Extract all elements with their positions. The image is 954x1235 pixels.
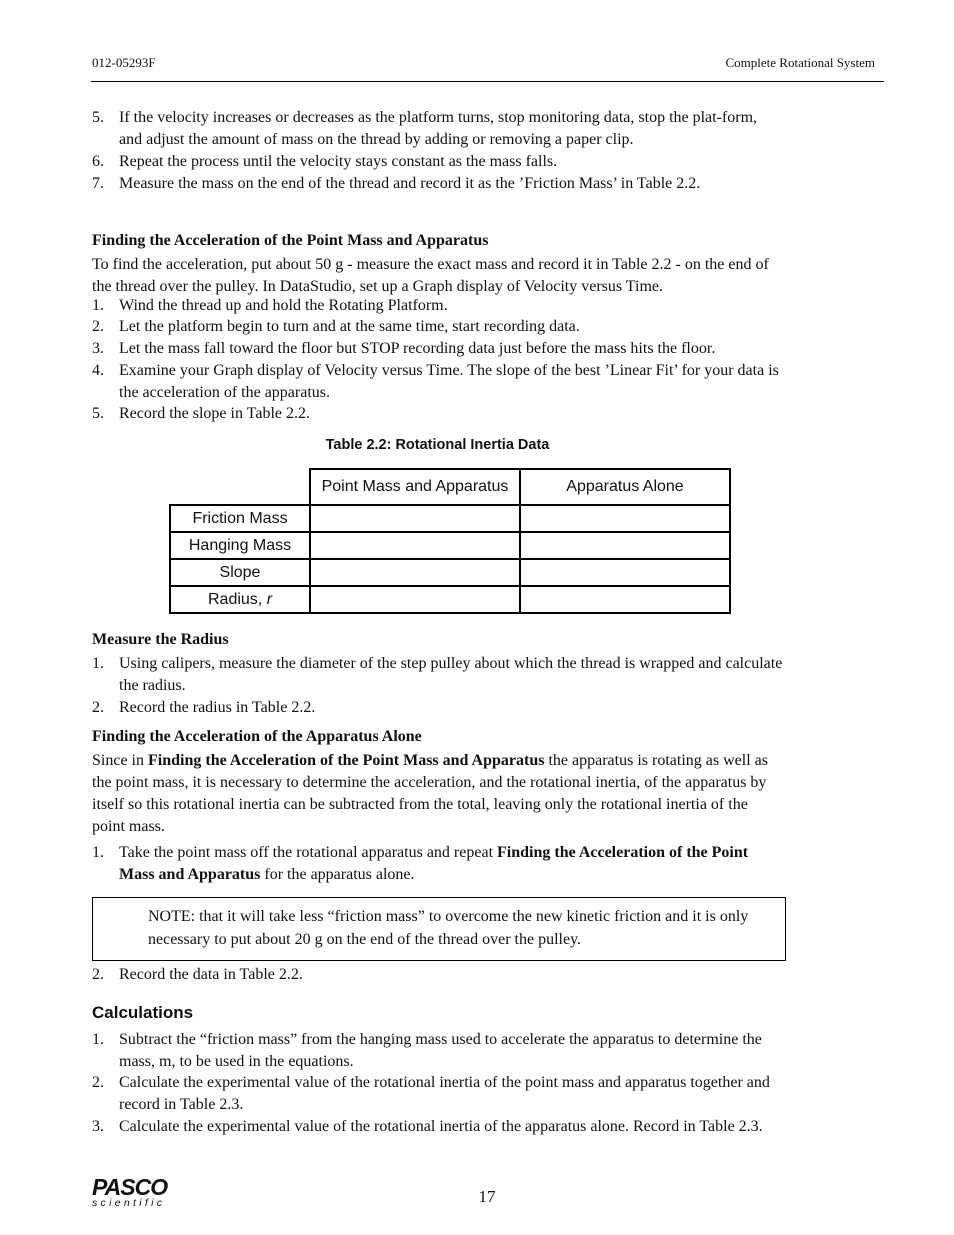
list-item: 4. Examine your Graph display of Velocity versus Time. The slope of the best ’Linear Fit’ for your data is the acceleration of the apparatus. bbox=[92, 362, 779, 401]
table-cell bbox=[310, 586, 520, 613]
table-cell bbox=[520, 505, 730, 532]
list-item: 1. Using calipers, measure the diameter of the step pulley about which the thread is wrapped and calculate the radius. bbox=[92, 655, 783, 694]
page-number: 17 bbox=[478, 1187, 496, 1206]
table-cell bbox=[520, 559, 730, 586]
list-item: 1. Subtract the “friction mass” from the hanging mass used to accelerate the apparatus to determine the mass, m, to be used in the equations. bbox=[92, 1031, 762, 1070]
list-item: 5. Record the slope in Table 2.2. bbox=[92, 405, 310, 422]
list-item: 3. Calculate the experimental value of the rotational inertia of the apparatus alone. Record in Table 2.3. bbox=[92, 1118, 763, 1135]
column-header: Apparatus Alone bbox=[520, 469, 730, 505]
table-cell bbox=[520, 532, 730, 559]
list-item: 1. Take the point mass off the rotational apparatus and repeat Finding the Acceleration of the Point Mass and Apparatus for the apparatus alone. bbox=[92, 844, 749, 883]
doc-number: 012-05293F bbox=[92, 55, 156, 70]
logo-subtitle: scientific bbox=[92, 1197, 166, 1209]
doc-title: Complete Rotational System bbox=[725, 55, 875, 70]
table-cell bbox=[310, 559, 520, 586]
list-item: 2. Record the data in Table 2.2. bbox=[92, 966, 303, 983]
row-label: Friction Mass bbox=[170, 505, 310, 532]
rotational-inertia-table bbox=[169, 468, 731, 614]
radius-symbol: r bbox=[266, 590, 273, 608]
row-label: Hanging Mass bbox=[170, 532, 310, 559]
logo-brand: PASCO bbox=[92, 1174, 168, 1200]
calculations-heading: Calculations bbox=[92, 1003, 194, 1022]
table-caption: Table 2.2: Rotational Inertia Data bbox=[325, 437, 550, 453]
section-heading: Finding the Acceleration of the Point Mass and Apparatus bbox=[92, 232, 489, 249]
table-row bbox=[170, 532, 730, 559]
section-heading: Measure the Radius bbox=[92, 631, 229, 648]
header-rule bbox=[91, 81, 884, 82]
row-label: Radius, r bbox=[170, 586, 310, 613]
table-corner-cell bbox=[170, 469, 310, 505]
note-text: NOTE: that it will take less “friction mass” to overcome the new kinetic friction and it is only necessary to put about 20 g on the end of the thread over the pulley. bbox=[148, 908, 749, 948]
table-cell bbox=[310, 532, 520, 559]
row-label: Slope bbox=[170, 559, 310, 586]
list-item: 2. Calculate the experimental value of the rotational inertia of the point mass and apparatus together and record in Table 2.3. bbox=[92, 1074, 770, 1113]
table-row bbox=[170, 586, 730, 613]
column-header: Point Mass and Apparatus bbox=[310, 469, 520, 505]
table-cell bbox=[520, 586, 730, 613]
list-item: 1. Wind the thread up and hold the Rotating Platform. bbox=[92, 297, 448, 314]
list-item: 5. If the velocity increases or decreases as the platform turns, stop monitoring data, stop the plat-form, and adjust the amount of mass on the thread by adding or removing a paper clip. bbox=[92, 109, 758, 148]
note-box bbox=[92, 897, 786, 961]
paragraph: Since in Finding the Acceleration of the Point Mass and Apparatus the apparatus is rotating as well as the point mass, it is necessary to determine the acceleration, and the rotational inertia, of the apparatus by itself so this rotational inertia can be subtracted from the total, leaving only the rotational inertia of the point mass. bbox=[92, 752, 768, 835]
list-item: 2. Record the radius in Table 2.2. bbox=[92, 699, 316, 716]
list-item: 3. Let the mass fall toward the floor but STOP recording data just before the mass hits the floor. bbox=[92, 340, 716, 357]
list-item: 7. Measure the mass on the end of the thread and record it as the ’Friction Mass’ in Table 2.2. bbox=[92, 175, 701, 192]
list-item: 2. Let the platform begin to turn and at the same time, start recording data. bbox=[92, 318, 580, 335]
list-item: 6. Repeat the process until the velocity stays constant as the mass falls. bbox=[92, 153, 558, 170]
table-cell bbox=[310, 505, 520, 532]
table-header-row bbox=[170, 469, 730, 505]
paragraph: To find the acceleration, put about 50 g - measure the exact mass and record it in Table 2.2 - on the end of the thread over the pulley. In DataStudio, set up a Graph display of Velocity versus Time. bbox=[92, 256, 769, 295]
table-row bbox=[170, 559, 730, 586]
section-heading: Finding the Acceleration of the Apparatus Alone bbox=[92, 728, 422, 745]
table-row bbox=[170, 505, 730, 532]
